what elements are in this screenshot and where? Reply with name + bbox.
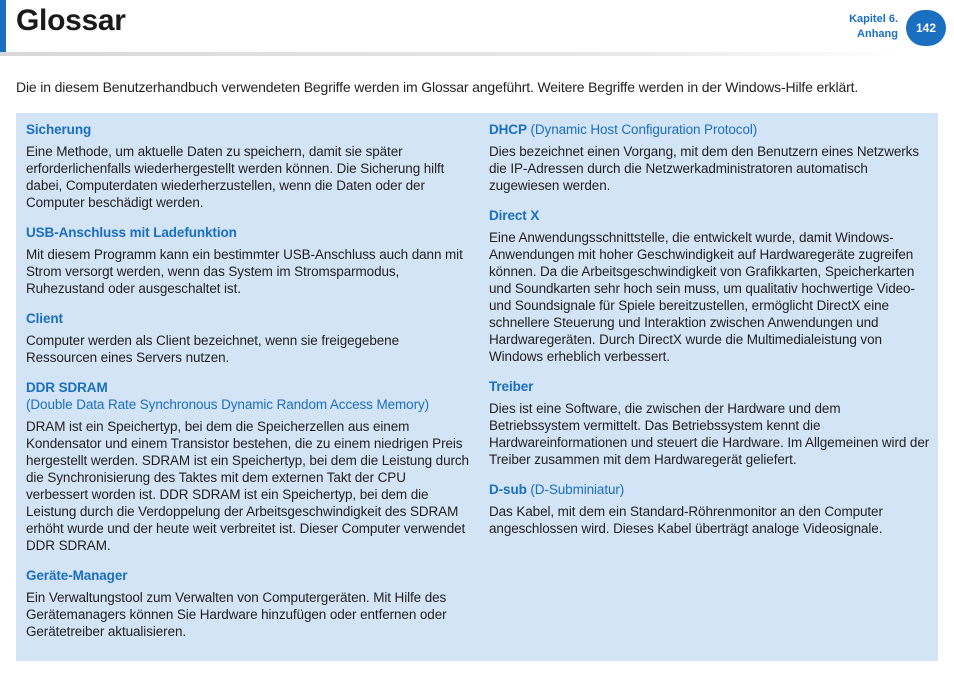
- glossary-term-expansion: (D-Subminiatur): [530, 482, 625, 497]
- glossary-definition: Eine Methode, um aktuelle Daten zu speichern, damit sie später erforderlichenfalls wiederhergestellt werden können. Die Sicherung hilft dabei, Computerdaten wiederherzustellen, wenn die Daten oder der Computer beschädigt werden.: [26, 144, 445, 210]
- glossary-definition: Dies bezeichnet einen Vorgang, mit dem den Benutzern eines Netzwerks die IP-Adressen durch die Netzwerkadministratoren automatisch zugewiesen werden.: [489, 144, 919, 193]
- glossary-term: Client: [26, 311, 63, 326]
- glossary-definition: Eine Anwendungsschnittstelle, die entwickelt wurde, damit Windows-Anwendungen mit hoher Geschwindigkeit auf Hardwaregeräte zugreifen können. Da die Arbeitsgeschwindigkeit von Grafikkarten, Speicherkarten und Soundkarten sehr hoch sein muss, um qualitativ hochwertige Video- und Soundsignale für Spiele bereitzustellen, ermöglicht DirectX eine schnellere Steuerung und Interaktion zwischen Anwendungen und Hardwaregeräten. Durch DirectX wurde die Multimedialeistung von Windows erheblich verbessert.: [489, 230, 915, 364]
- glossary-term-expansion: (Dynamic Host Configuration Protocol): [530, 122, 758, 137]
- glossary-term: Treiber: [489, 379, 534, 394]
- glossary-right-column: [489, 121, 934, 550]
- glossary-term: Geräte-Manager: [26, 568, 128, 583]
- glossary-term-expansion: (Double Data Rate Synchronous Dynamic Random Access Memory): [26, 397, 430, 412]
- glossary-term: DDR SDRAM: [26, 380, 108, 395]
- glossary-term-line: [489, 481, 934, 498]
- page-title: Glossar: [16, 4, 126, 37]
- chapter-number: Kapitel 6.: [849, 13, 898, 25]
- title-accent-bar: [0, 0, 6, 52]
- glossary-term: D-sub: [489, 482, 527, 497]
- glossary-definition: DRAM ist ein Speichertyp, bei dem die Speicherzellen aus einem Kondensator und einem Transistor bestehen, die zu einem niedrigen Preis hergestellt werden. SDRAM ist ein Speichertyp, bei dem die Leistung durch die Synchronisierung des Taktes mit dem externen Takt der CPU verbessert worden ist. DDR SDRAM ist ein Speichertyp, bei dem die Leistung durch die Verdoppelung der Arbeitsgeschwindigkeit des SDRAM erhöht wurde und der heute weit verbreitet ist. Dieser Computer verwendet DDR SDRAM.: [26, 419, 469, 553]
- glossary-definition: Ein Verwaltungstool zum Verwalten von Computergeräten. Mit Hilfe des Gerätemanagers können Sie Hardware hinzufügen oder entfernen oder Gerätetreiber aktualisieren.: [26, 590, 447, 639]
- glossary-definition: Mit diesem Programm kann ein bestimmter USB-Anschluss auch dann mit Strom versorgt werden, wenn das System im Stromsparmodus, Ruhezustand oder ausgeschaltet ist.: [26, 247, 463, 296]
- glossary-definition: Computer werden als Client bezeichnet, wenn sie freigegebene Ressourcen eines Servers nutzen.: [26, 333, 399, 365]
- page-number-badge: 142: [906, 10, 946, 46]
- glossary-entry: [489, 121, 934, 194]
- glossary-entry: [26, 224, 471, 297]
- glossary-entry: [489, 378, 934, 468]
- glossary-definition: Dies ist eine Software, die zwischen der Hardware und dem Betriebssystem vermittelt. Das Betriebssystem kennt die Hardwareinformationen und steuert die Hardware. Im Allgemeinen wird der Treiber zusammen mit dem Hardwaregerät geliefert.: [489, 401, 930, 467]
- chapter-title: Anhang: [857, 28, 898, 40]
- glossary-entry: [26, 310, 471, 366]
- glossary-entry: [489, 481, 934, 537]
- glossary-entry: [26, 121, 471, 211]
- glossary-term: Sicherung: [26, 122, 92, 137]
- glossary-term-line: [489, 121, 934, 138]
- glossary-left-column: [26, 121, 471, 653]
- glossary-entry: [489, 207, 934, 365]
- intro-text: Die in diesem Benutzerhandbuch verwendeten Begriffe werden im Glossar angeführt. Weitere Begriffe werden in der Windows-Hilfe erklärt.: [16, 79, 859, 95]
- chapter-label: [849, 12, 898, 42]
- glossary-entry: [26, 379, 471, 554]
- glossary-term: DHCP: [489, 122, 527, 137]
- glossary-entry: [26, 567, 471, 640]
- glossary-term: Direct X: [489, 208, 540, 223]
- glossary-definition: Das Kabel, mit dem ein Standard-Röhrenmonitor an den Computer angeschlossen wird. Dieses Kabel überträgt analoge Videosignale.: [489, 504, 883, 536]
- glossary-term: USB-Anschluss mit Ladefunktion: [26, 225, 237, 240]
- header-divider: [0, 52, 900, 56]
